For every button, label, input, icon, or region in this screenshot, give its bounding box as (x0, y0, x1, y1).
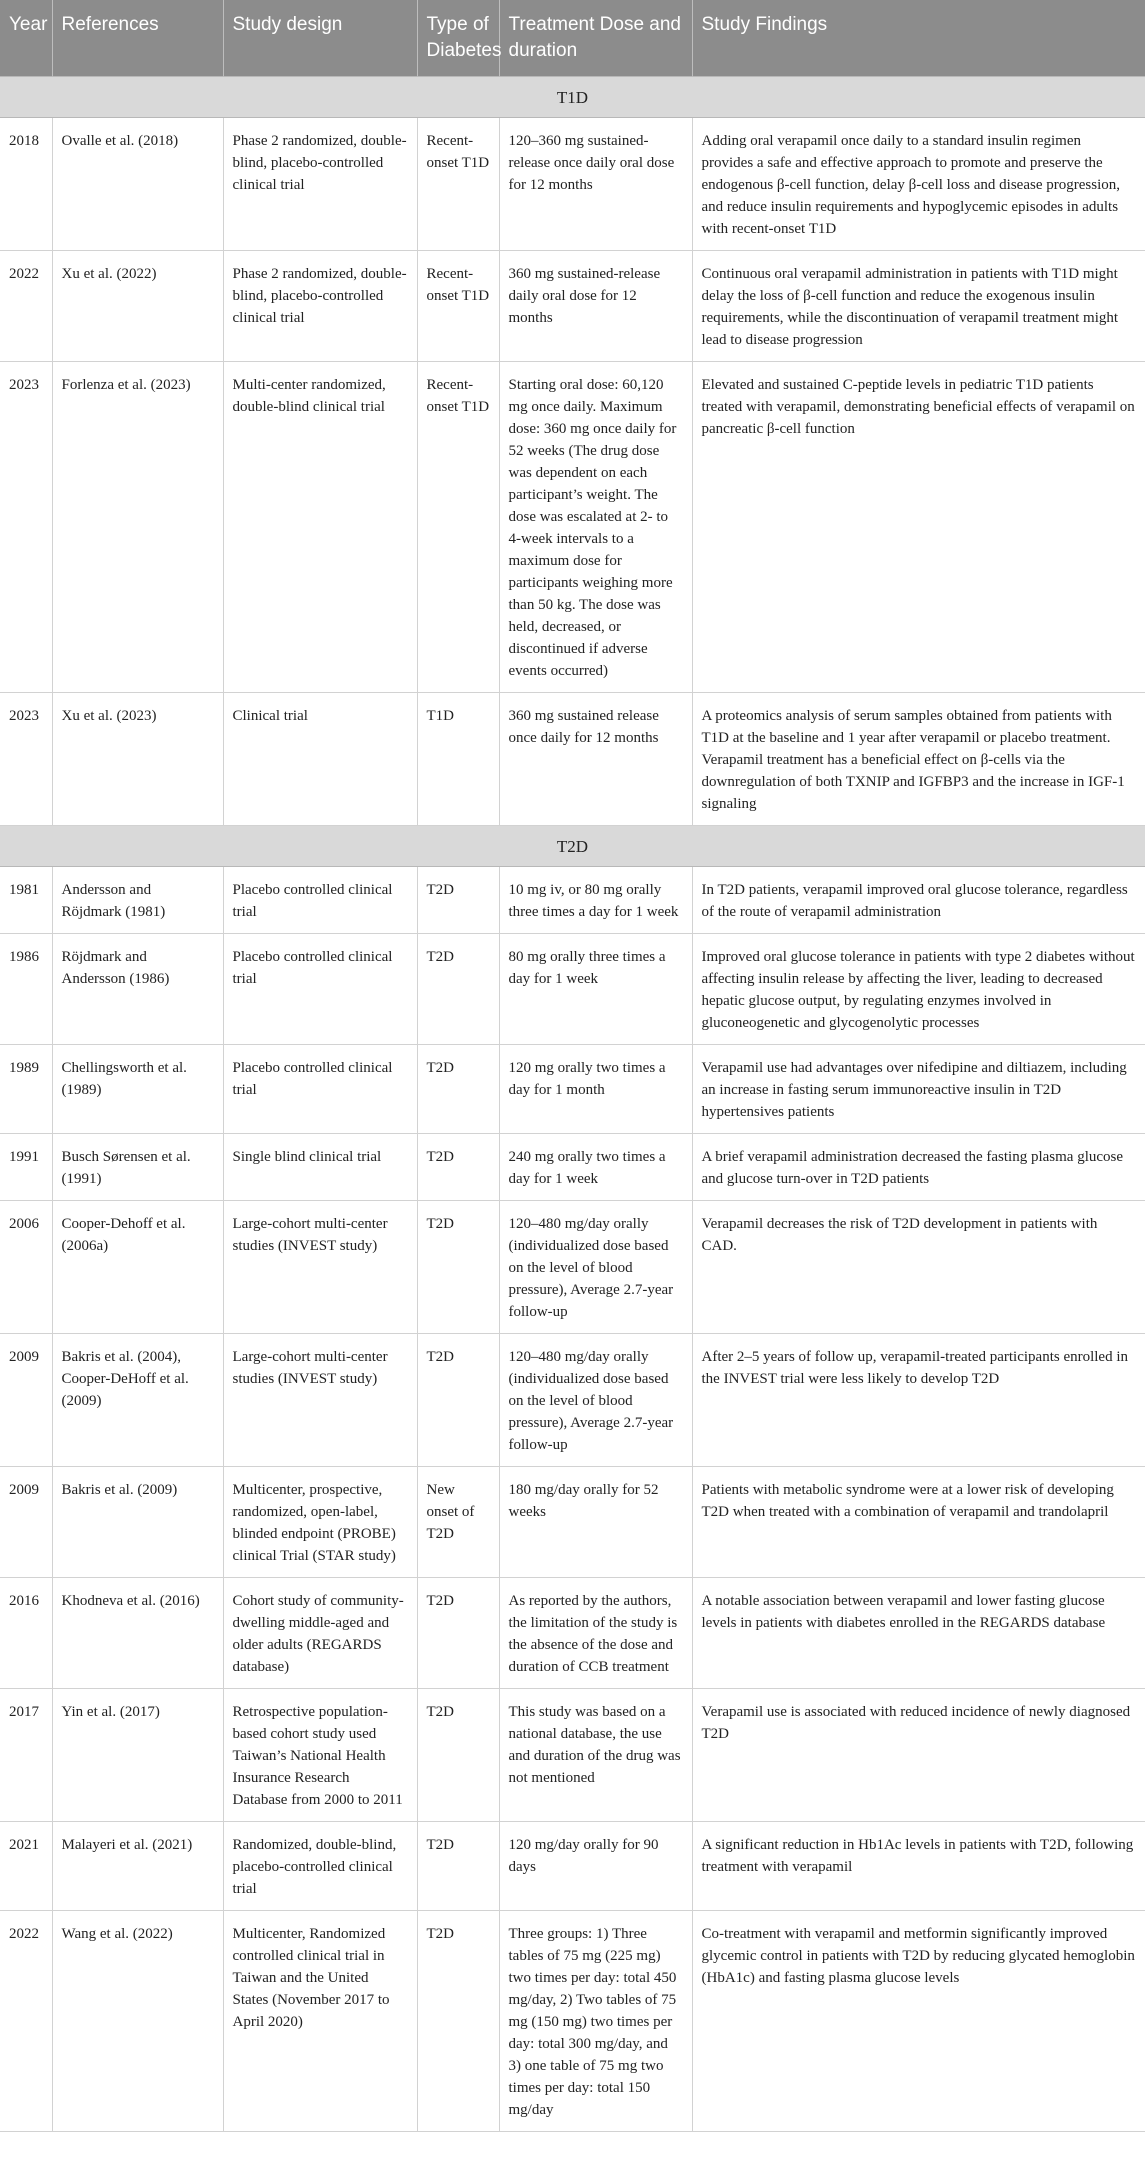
cell-year: 2017 (0, 1689, 52, 1822)
cell-study-design: Multicenter, prospective, randomized, open-label, blinded endpoint (PROBE) clinical Trial (STAR study) (223, 1467, 417, 1578)
table-row (0, 934, 1145, 1045)
cell-study-findings: After 2–5 years of follow up, verapamil-treated participants enrolled in the INVEST trial were less likely to develop T2D (692, 1334, 1145, 1467)
cell-references: Khodneva et al. (2016) (52, 1578, 223, 1689)
cell-references: Cooper-Dehoff et al. (2006a) (52, 1201, 223, 1334)
cell-year: 2023 (0, 693, 52, 826)
cell-study-design: Clinical trial (223, 693, 417, 826)
cell-references: Röjdmark and Andersson (1986) (52, 934, 223, 1045)
cell-year: 2009 (0, 1334, 52, 1467)
table-row (0, 1911, 1145, 2132)
cell-study-design: Phase 2 randomized, double-blind, placebo-controlled clinical trial (223, 118, 417, 251)
cell-study-findings: A brief verapamil administration decreased the fasting plasma glucose and glucose turn-over in T2D patients (692, 1134, 1145, 1201)
header-treatment-dose: Treatment Dose and duration (499, 0, 692, 77)
cell-type-of-diabetes: T2D (417, 1689, 499, 1822)
cell-treatment-dose: 80 mg orally three times a day for 1 week (499, 934, 692, 1045)
cell-type-of-diabetes: T1D (417, 693, 499, 826)
cell-references: Wang et al. (2022) (52, 1911, 223, 2132)
cell-references: Malayeri et al. (2021) (52, 1822, 223, 1911)
cell-treatment-dose: 120–480 mg/day orally (individualized dose based on the level of blood pressure), Average 2.7-year follow-up (499, 1201, 692, 1334)
cell-references: Bakris et al. (2009) (52, 1467, 223, 1578)
cell-year: 2023 (0, 362, 52, 693)
cell-study-findings: A notable association between verapamil and lower fasting glucose levels in patients with diabetes enrolled in the REGARDS database (692, 1578, 1145, 1689)
cell-study-findings: Verapamil use had advantages over nifedipine and diltiazem, including an increase in fasting serum immunoreactive insulin in T2D hypertensives patients (692, 1045, 1145, 1134)
cell-treatment-dose: 120 mg orally two times a day for 1 month (499, 1045, 692, 1134)
header-row (0, 0, 1145, 77)
header-year: Year (0, 0, 52, 77)
cell-year: 2021 (0, 1822, 52, 1911)
cell-study-design: Single blind clinical trial (223, 1134, 417, 1201)
cell-study-design: Phase 2 randomized, double-blind, placebo-controlled clinical trial (223, 251, 417, 362)
cell-study-findings: Patients with metabolic syndrome were at a lower risk of developing T2D when treated with a combination of verapamil and trandolapril (692, 1467, 1145, 1578)
cell-type-of-diabetes: T2D (417, 1134, 499, 1201)
cell-year: 1981 (0, 867, 52, 934)
cell-study-findings: Adding oral verapamil once daily to a standard insulin regimen provides a safe and effective approach to promote and preserve the endogenous β-cell function, delay β-cell loss and disease progression, and reduce insulin requirements and hypoglycemic episodes in adults with recent-onset T1D (692, 118, 1145, 251)
cell-treatment-dose: As reported by the authors, the limitation of the study is the absence of the dose and duration of CCB treatment (499, 1578, 692, 1689)
table-row (0, 1578, 1145, 1689)
cell-type-of-diabetes: T2D (417, 867, 499, 934)
cell-references: Chellingsworth et al. (1989) (52, 1045, 223, 1134)
table-row (0, 1334, 1145, 1467)
cell-year: 2009 (0, 1467, 52, 1578)
cell-type-of-diabetes: T2D (417, 1334, 499, 1467)
cell-study-findings: Verapamil decreases the risk of T2D development in patients with CAD. (692, 1201, 1145, 1334)
table-row (0, 251, 1145, 362)
header-type-of-diabetes: Type of Diabetes (417, 0, 499, 77)
cell-type-of-diabetes: T2D (417, 1201, 499, 1334)
cell-treatment-dose: 10 mg iv, or 80 mg orally three times a day for 1 week (499, 867, 692, 934)
table-body (0, 77, 1145, 2132)
header-study-findings: Study Findings (692, 0, 1145, 77)
cell-year: 1991 (0, 1134, 52, 1201)
cell-type-of-diabetes: T2D (417, 1045, 499, 1134)
table-row (0, 1201, 1145, 1334)
cell-type-of-diabetes: Recent-onset T1D (417, 251, 499, 362)
table-row (0, 1134, 1145, 1201)
section-label: T2D (0, 826, 1145, 867)
cell-study-design: Multicenter, Randomized controlled clinical trial in Taiwan and the United States (November 2017 to April 2020) (223, 1911, 417, 2132)
cell-study-findings: A proteomics analysis of serum samples obtained from patients with T1D at the baseline and 1 year after verapamil or placebo treatment. Verapamil treatment has a beneficial effect on β-cells via the downregulation of both TXNIP and IGFBP3 and the increase in IGF-1 signaling (692, 693, 1145, 826)
cell-study-design: Placebo controlled clinical trial (223, 867, 417, 934)
cell-year: 2022 (0, 251, 52, 362)
table-row (0, 1045, 1145, 1134)
cell-year: 2006 (0, 1201, 52, 1334)
cell-study-design: Placebo controlled clinical trial (223, 1045, 417, 1134)
cell-study-findings: Elevated and sustained C-peptide levels in pediatric T1D patients treated with verapamil, demonstrating beneficial effects of verapamil on pancreatic β-cell function (692, 362, 1145, 693)
cell-treatment-dose: 360 mg sustained release once daily for 12 months (499, 693, 692, 826)
cell-study-design: Retrospective population-based cohort study used Taiwan’s National Health Insurance Research Database from 2000 to 2011 (223, 1689, 417, 1822)
cell-study-findings: In T2D patients, verapamil improved oral glucose tolerance, regardless of the route of verapamil administration (692, 867, 1145, 934)
cell-study-design: Multi-center randomized, double-blind clinical trial (223, 362, 417, 693)
cell-year: 2018 (0, 118, 52, 251)
cell-year: 2016 (0, 1578, 52, 1689)
cell-treatment-dose: Three groups: 1) Three tables of 75 mg (225 mg) two times per day: total 450 mg/day, 2) Two tables of 75 mg (150 mg) two times per day: total 300 mg/day, and 3) one table of 75 mg two times per day: total 150 mg/day (499, 1911, 692, 2132)
cell-study-design: Cohort study of community-dwelling middle-aged and older adults (REGARDS database) (223, 1578, 417, 1689)
cell-year: 2022 (0, 1911, 52, 2132)
table-row (0, 1467, 1145, 1578)
cell-references: Andersson and Röjdmark (1981) (52, 867, 223, 934)
table-row (0, 867, 1145, 934)
header-references: References (52, 0, 223, 77)
cell-treatment-dose: Starting oral dose: 60,120 mg once daily. Maximum dose: 360 mg once daily for 52 weeks (The drug dose was dependent on each participant’s weight. The dose was escalated at 2- to 4-week intervals to a maximum dose for participants weighing more than 50 kg. The dose was held, decreased, or discontinued if adverse events occurred) (499, 362, 692, 693)
section-row-t1d (0, 77, 1145, 118)
cell-study-findings: A significant reduction in Hb1Ac levels in patients with T2D, following treatment with verapamil (692, 1822, 1145, 1911)
header-study-design: Study design (223, 0, 417, 77)
cell-year: 1986 (0, 934, 52, 1045)
cell-study-findings: Continuous oral verapamil administration in patients with T1D might delay the loss of β-cell function and reduce the exogenous insulin requirements, while the discontinuation of verapamil treatment might lead to disease progression (692, 251, 1145, 362)
table-row (0, 362, 1145, 693)
cell-study-design: Placebo controlled clinical trial (223, 934, 417, 1045)
cell-study-design: Large-cohort multi-center studies (INVEST study) (223, 1201, 417, 1334)
cell-references: Busch Sørensen et al. (1991) (52, 1134, 223, 1201)
cell-year: 1989 (0, 1045, 52, 1134)
cell-study-design: Randomized, double-blind, placebo-controlled clinical trial (223, 1822, 417, 1911)
section-label: T1D (0, 77, 1145, 118)
cell-type-of-diabetes: Recent-onset T1D (417, 118, 499, 251)
cell-study-design: Large-cohort multi-center studies (INVEST study) (223, 1334, 417, 1467)
cell-references: Yin et al. (2017) (52, 1689, 223, 1822)
cell-treatment-dose: This study was based on a national database, the use and duration of the drug was not mentioned (499, 1689, 692, 1822)
table-row (0, 1822, 1145, 1911)
cell-study-findings: Improved oral glucose tolerance in patients with type 2 diabetes without affecting insulin release by affecting the liver, leading to decreased hepatic glucose output, by regulating enzymes involved in gluconeogenetic and glycogenolytic processes (692, 934, 1145, 1045)
cell-study-findings: Co-treatment with verapamil and metformin significantly improved glycemic control in patients with T2D by reducing glycated hemoglobin (HbA1c) and fasting plasma glucose levels (692, 1911, 1145, 2132)
cell-type-of-diabetes: T2D (417, 1911, 499, 2132)
cell-type-of-diabetes: T2D (417, 1822, 499, 1911)
cell-type-of-diabetes: T2D (417, 1578, 499, 1689)
cell-type-of-diabetes: New onset of T2D (417, 1467, 499, 1578)
cell-treatment-dose: 120 mg/day orally for 90 days (499, 1822, 692, 1911)
cell-study-findings: Verapamil use is associated with reduced incidence of newly diagnosed T2D (692, 1689, 1145, 1822)
cell-references: Bakris et al. (2004), Cooper-DeHoff et al. (2009) (52, 1334, 223, 1467)
table-row (0, 118, 1145, 251)
cell-treatment-dose: 180 mg/day orally for 52 weeks (499, 1467, 692, 1578)
cell-type-of-diabetes: T2D (417, 934, 499, 1045)
cell-type-of-diabetes: Recent-onset T1D (417, 362, 499, 693)
cell-treatment-dose: 120–480 mg/day orally (individualized dose based on the level of blood pressure), Average 2.7-year follow-up (499, 1334, 692, 1467)
cell-treatment-dose: 360 mg sustained-release daily oral dose for 12 months (499, 251, 692, 362)
cell-references: Forlenza et al. (2023) (52, 362, 223, 693)
section-row-t2d (0, 826, 1145, 867)
table-row (0, 693, 1145, 826)
cell-references: Xu et al. (2022) (52, 251, 223, 362)
cell-treatment-dose: 120–360 mg sustained-release once daily oral dose for 12 months (499, 118, 692, 251)
table-row (0, 1689, 1145, 1822)
cell-references: Xu et al. (2023) (52, 693, 223, 826)
cell-treatment-dose: 240 mg orally two times a day for 1 week (499, 1134, 692, 1201)
cell-references: Ovalle et al. (2018) (52, 118, 223, 251)
